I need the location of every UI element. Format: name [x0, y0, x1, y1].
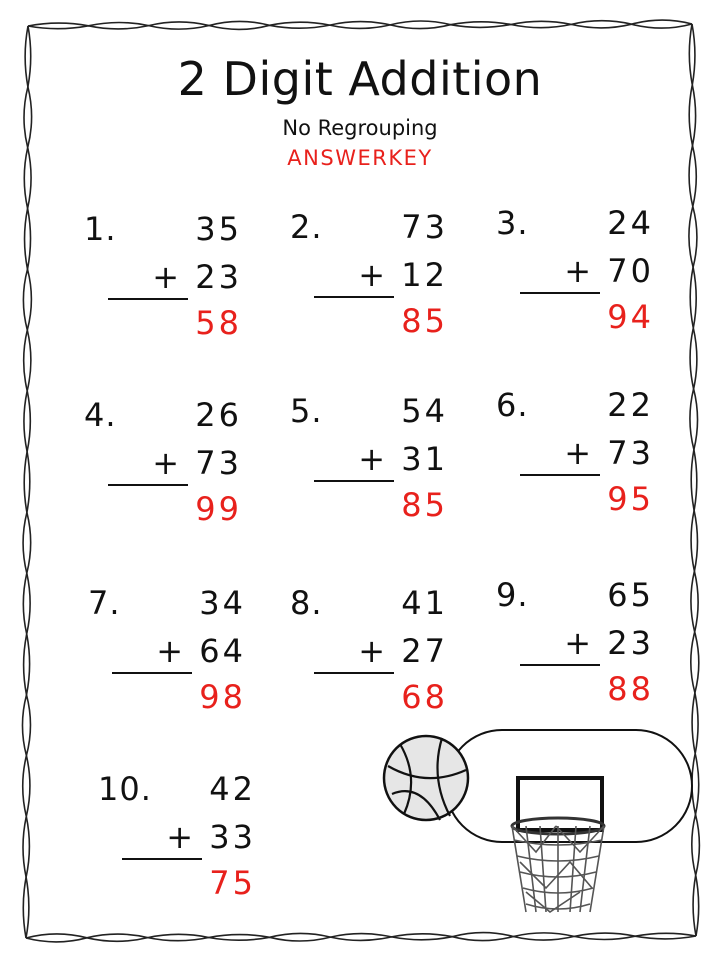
problem-addend: + 73 — [152, 444, 242, 482]
problem-top-number: 24 — [607, 204, 654, 242]
problem-7 — [88, 584, 288, 734]
sum-line — [122, 858, 202, 860]
sum-line — [112, 672, 192, 674]
problem-number: 10. — [98, 770, 152, 808]
problem-answer: 58 — [195, 304, 242, 342]
problem-6 — [496, 386, 696, 536]
problem-top-number: 35 — [195, 210, 242, 248]
problem-top-number: 26 — [195, 396, 242, 434]
problem-number: 8. — [290, 584, 323, 622]
problem-top-number: 54 — [401, 392, 448, 430]
problem-number: 1. — [84, 210, 117, 248]
sum-line — [314, 480, 394, 482]
page-subtitle: No Regrouping — [282, 116, 438, 140]
problem-addend: + 64 — [156, 632, 246, 670]
problem-addend: + 27 — [358, 632, 448, 670]
problem-answer: 75 — [209, 864, 256, 902]
problem-3 — [496, 204, 696, 354]
problem-answer: 88 — [607, 670, 654, 708]
problem-number: 9. — [496, 576, 529, 614]
problem-addend: + 70 — [564, 252, 654, 290]
problem-top-number: 22 — [607, 386, 654, 424]
sum-line — [314, 296, 394, 298]
problem-2 — [290, 208, 490, 358]
problem-number: 7. — [88, 584, 121, 622]
problem-addend: + 23 — [564, 624, 654, 662]
problem-addend: + 23 — [152, 258, 242, 296]
problem-number: 3. — [496, 204, 529, 242]
ribbon-strand — [26, 936, 696, 942]
problem-top-number: 34 — [199, 584, 246, 622]
ribbon-strand — [28, 24, 692, 29]
problem-top-number: 42 — [209, 770, 256, 808]
sum-line — [520, 664, 600, 666]
problem-4 — [84, 396, 284, 546]
sum-line — [108, 298, 188, 300]
ribbon-strand — [26, 933, 696, 938]
problem-number: 2. — [290, 208, 323, 246]
problem-answer: 98 — [199, 678, 246, 716]
problem-top-number: 73 — [401, 208, 448, 246]
problem-answer: 94 — [607, 298, 654, 336]
sum-line — [108, 484, 188, 486]
problem-answer: 99 — [195, 490, 242, 528]
problem-addend: + 12 — [358, 256, 448, 294]
problem-1 — [84, 210, 284, 360]
answer-key-label: ANSWERKEY — [287, 146, 433, 170]
problem-addend: + 73 — [564, 434, 654, 472]
ribbon-strand — [28, 20, 692, 26]
problem-answer: 85 — [401, 486, 448, 524]
problem-number: 5. — [290, 392, 323, 430]
problem-8 — [290, 584, 490, 734]
sum-line — [520, 292, 600, 294]
problem-addend: + 31 — [358, 440, 448, 478]
sum-line — [520, 474, 600, 476]
problem-number: 6. — [496, 386, 529, 424]
basketball-hoop-icon — [380, 722, 700, 922]
problem-answer: 68 — [401, 678, 448, 716]
problem-answer: 85 — [401, 302, 448, 340]
problem-addend: + 33 — [166, 818, 256, 856]
problem-9 — [496, 576, 696, 726]
problem-5 — [290, 392, 490, 542]
problem-top-number: 41 — [401, 584, 448, 622]
problem-10 — [98, 770, 298, 920]
problem-number: 4. — [84, 396, 117, 434]
problem-answer: 95 — [607, 480, 654, 518]
sum-line — [314, 672, 394, 674]
page-title: 2 Digit Addition — [177, 52, 543, 106]
problem-top-number: 65 — [607, 576, 654, 614]
